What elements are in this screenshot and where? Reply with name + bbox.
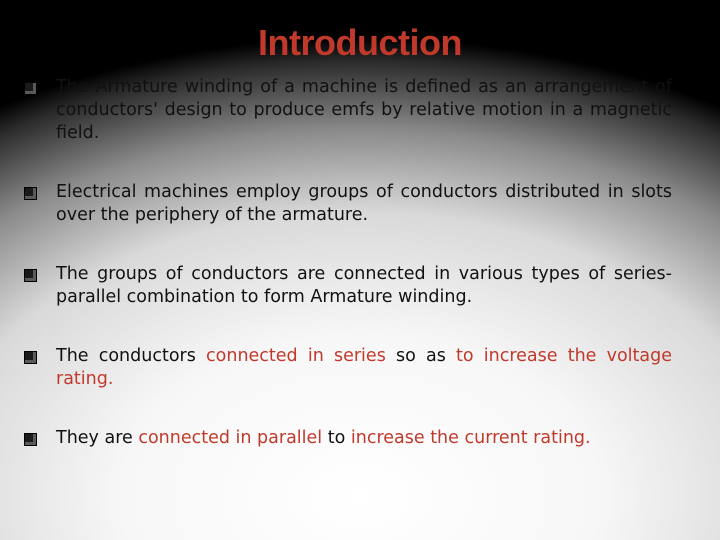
slide-title: Introduction	[258, 22, 462, 63]
bullet-item	[22, 427, 672, 450]
highlighted-text: connected in parallel	[138, 428, 323, 448]
bullet-text: The groups of conductors are connected in various types of series-parallel combination to form Armature winding.	[56, 264, 672, 307]
bullet-text: The Armature winding of a machine is defined as an arrangement of conductors' design to produce emfs by relative motion in a magnetic field.	[56, 77, 672, 143]
highlighted-text: connected in series	[206, 346, 386, 366]
bullet-item	[22, 181, 672, 227]
bullet-text: They are	[56, 428, 139, 448]
square-bullet-icon	[24, 351, 37, 364]
bullet-list	[22, 74, 672, 450]
bullet-text: so as	[385, 346, 457, 366]
highlighted-text: increase the current rating.	[350, 428, 591, 448]
square-bullet-icon	[24, 433, 37, 446]
bullet-item	[22, 263, 672, 309]
square-bullet-icon	[24, 187, 37, 200]
square-bullet-icon	[24, 82, 37, 95]
bullet-text: to	[322, 428, 351, 448]
bullet-text: Electrical machines employ groups of conductors distributed in slots over the periphery of the armature.	[56, 182, 672, 225]
bullet-item	[22, 345, 672, 391]
square-bullet-icon	[24, 269, 37, 282]
bullet-text: The conductors	[56, 346, 207, 366]
highlighted-text: to increase the voltage rating.	[56, 346, 673, 389]
bullet-item	[22, 76, 672, 145]
